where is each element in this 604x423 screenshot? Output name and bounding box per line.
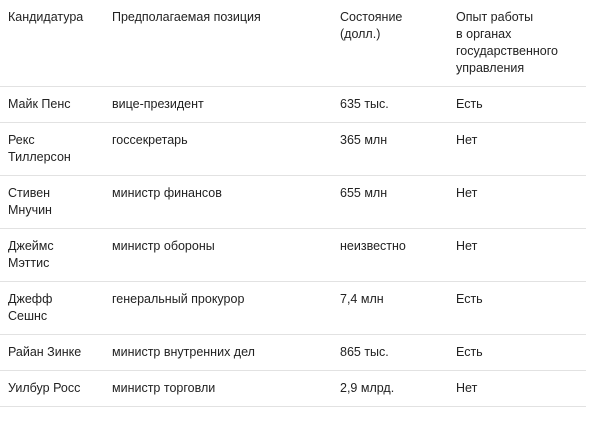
cell-position-line-1: министр финансов	[112, 186, 222, 200]
column-header-experience-line-2: в органах	[456, 27, 512, 41]
table-row	[0, 229, 586, 282]
cell-wealth-line-1: неизвестно	[340, 239, 406, 253]
cell-candidate	[0, 282, 104, 335]
cell-wealth	[332, 282, 448, 335]
cell-candidate-line-1: Джефф	[8, 292, 53, 306]
cell-candidate-line-1: Джеймс	[8, 239, 54, 253]
column-header-experience-line-4: управления	[456, 61, 525, 75]
column-header-position-line-1: Предполагаемая позиция	[112, 10, 261, 24]
cell-position-line-1: министр торговли	[112, 381, 216, 395]
column-header-wealth-line-1: Состояние	[340, 10, 403, 24]
cell-candidate-line-1: Райан Зинке	[8, 345, 82, 359]
column-header-candidate-line-1: Кандидатура	[8, 10, 84, 24]
table-header-row	[0, 0, 586, 87]
cell-position	[104, 371, 332, 407]
cell-experience-line-1: Есть	[456, 292, 483, 306]
cell-wealth-line-1: 635 тыс.	[340, 97, 389, 111]
cell-wealth-line-1: 2,9 млрд.	[340, 381, 395, 395]
cell-experience-line-1: Есть	[456, 345, 483, 359]
cell-experience-line-1: Нет	[456, 133, 478, 147]
cell-wealth	[332, 335, 448, 371]
cell-position-line-1: генеральный прокурор	[112, 292, 245, 306]
cell-candidate-line-2: Мэттис	[8, 256, 50, 270]
table-row	[0, 371, 586, 407]
cell-candidate-line-1: Рекс	[8, 133, 35, 147]
cell-position	[104, 87, 332, 123]
cell-position	[104, 282, 332, 335]
column-header-experience-line-1: Опыт работы	[456, 10, 534, 24]
cell-experience	[448, 371, 586, 407]
cell-candidate-line-2: Сешнс	[8, 309, 48, 323]
cell-wealth-line-1: 865 тыс.	[340, 345, 389, 359]
cell-candidate-line-1: Уилбур Росс	[8, 381, 81, 395]
cell-candidate	[0, 229, 104, 282]
table-row	[0, 282, 586, 335]
cell-experience	[448, 123, 586, 176]
cell-candidate-line-1: Стивен	[8, 186, 51, 200]
cell-experience	[448, 229, 586, 282]
cell-candidate	[0, 87, 104, 123]
table-row	[0, 176, 586, 229]
table-row	[0, 87, 586, 123]
table-row	[0, 123, 586, 176]
cell-experience	[448, 176, 586, 229]
cell-position-line-1: министр обороны	[112, 239, 215, 253]
cell-candidate	[0, 371, 104, 407]
cell-position	[104, 335, 332, 371]
cell-wealth	[332, 176, 448, 229]
cell-position	[104, 176, 332, 229]
cell-candidate-line-1: Майк Пенс	[8, 97, 71, 111]
cell-experience-line-1: Нет	[456, 239, 478, 253]
table-row	[0, 335, 586, 371]
cell-wealth-line-1: 655 млн	[340, 186, 388, 200]
cell-candidate-line-2: Тиллерсон	[8, 150, 71, 164]
cell-candidate	[0, 335, 104, 371]
cell-experience	[448, 335, 586, 371]
cell-wealth	[332, 87, 448, 123]
cell-candidate-line-2: Мнучин	[8, 203, 52, 217]
cell-wealth	[332, 229, 448, 282]
cell-candidate	[0, 123, 104, 176]
cell-position	[104, 123, 332, 176]
column-header-experience-line-3: государственного	[456, 44, 558, 58]
cell-experience-line-1: Нет	[456, 186, 478, 200]
column-header-wealth-line-2: (долл.)	[340, 27, 381, 41]
cell-experience	[448, 87, 586, 123]
cell-experience	[448, 282, 586, 335]
column-header-position	[104, 0, 332, 87]
column-header-wealth	[332, 0, 448, 87]
cell-position-line-1: госсекретарь	[112, 133, 188, 147]
cell-experience-line-1: Есть	[456, 97, 483, 111]
cell-experience-line-1: Нет	[456, 381, 478, 395]
cell-position-line-1: министр внутренних дел	[112, 345, 255, 359]
cell-wealth-line-1: 365 млн	[340, 133, 388, 147]
cell-wealth	[332, 371, 448, 407]
cell-wealth	[332, 123, 448, 176]
cell-wealth-line-1: 7,4 млн	[340, 292, 384, 306]
cell-candidate	[0, 176, 104, 229]
cell-position	[104, 229, 332, 282]
cell-position-line-1: вице-президент	[112, 97, 204, 111]
column-header-experience	[448, 0, 586, 87]
column-header-candidate	[0, 0, 104, 87]
